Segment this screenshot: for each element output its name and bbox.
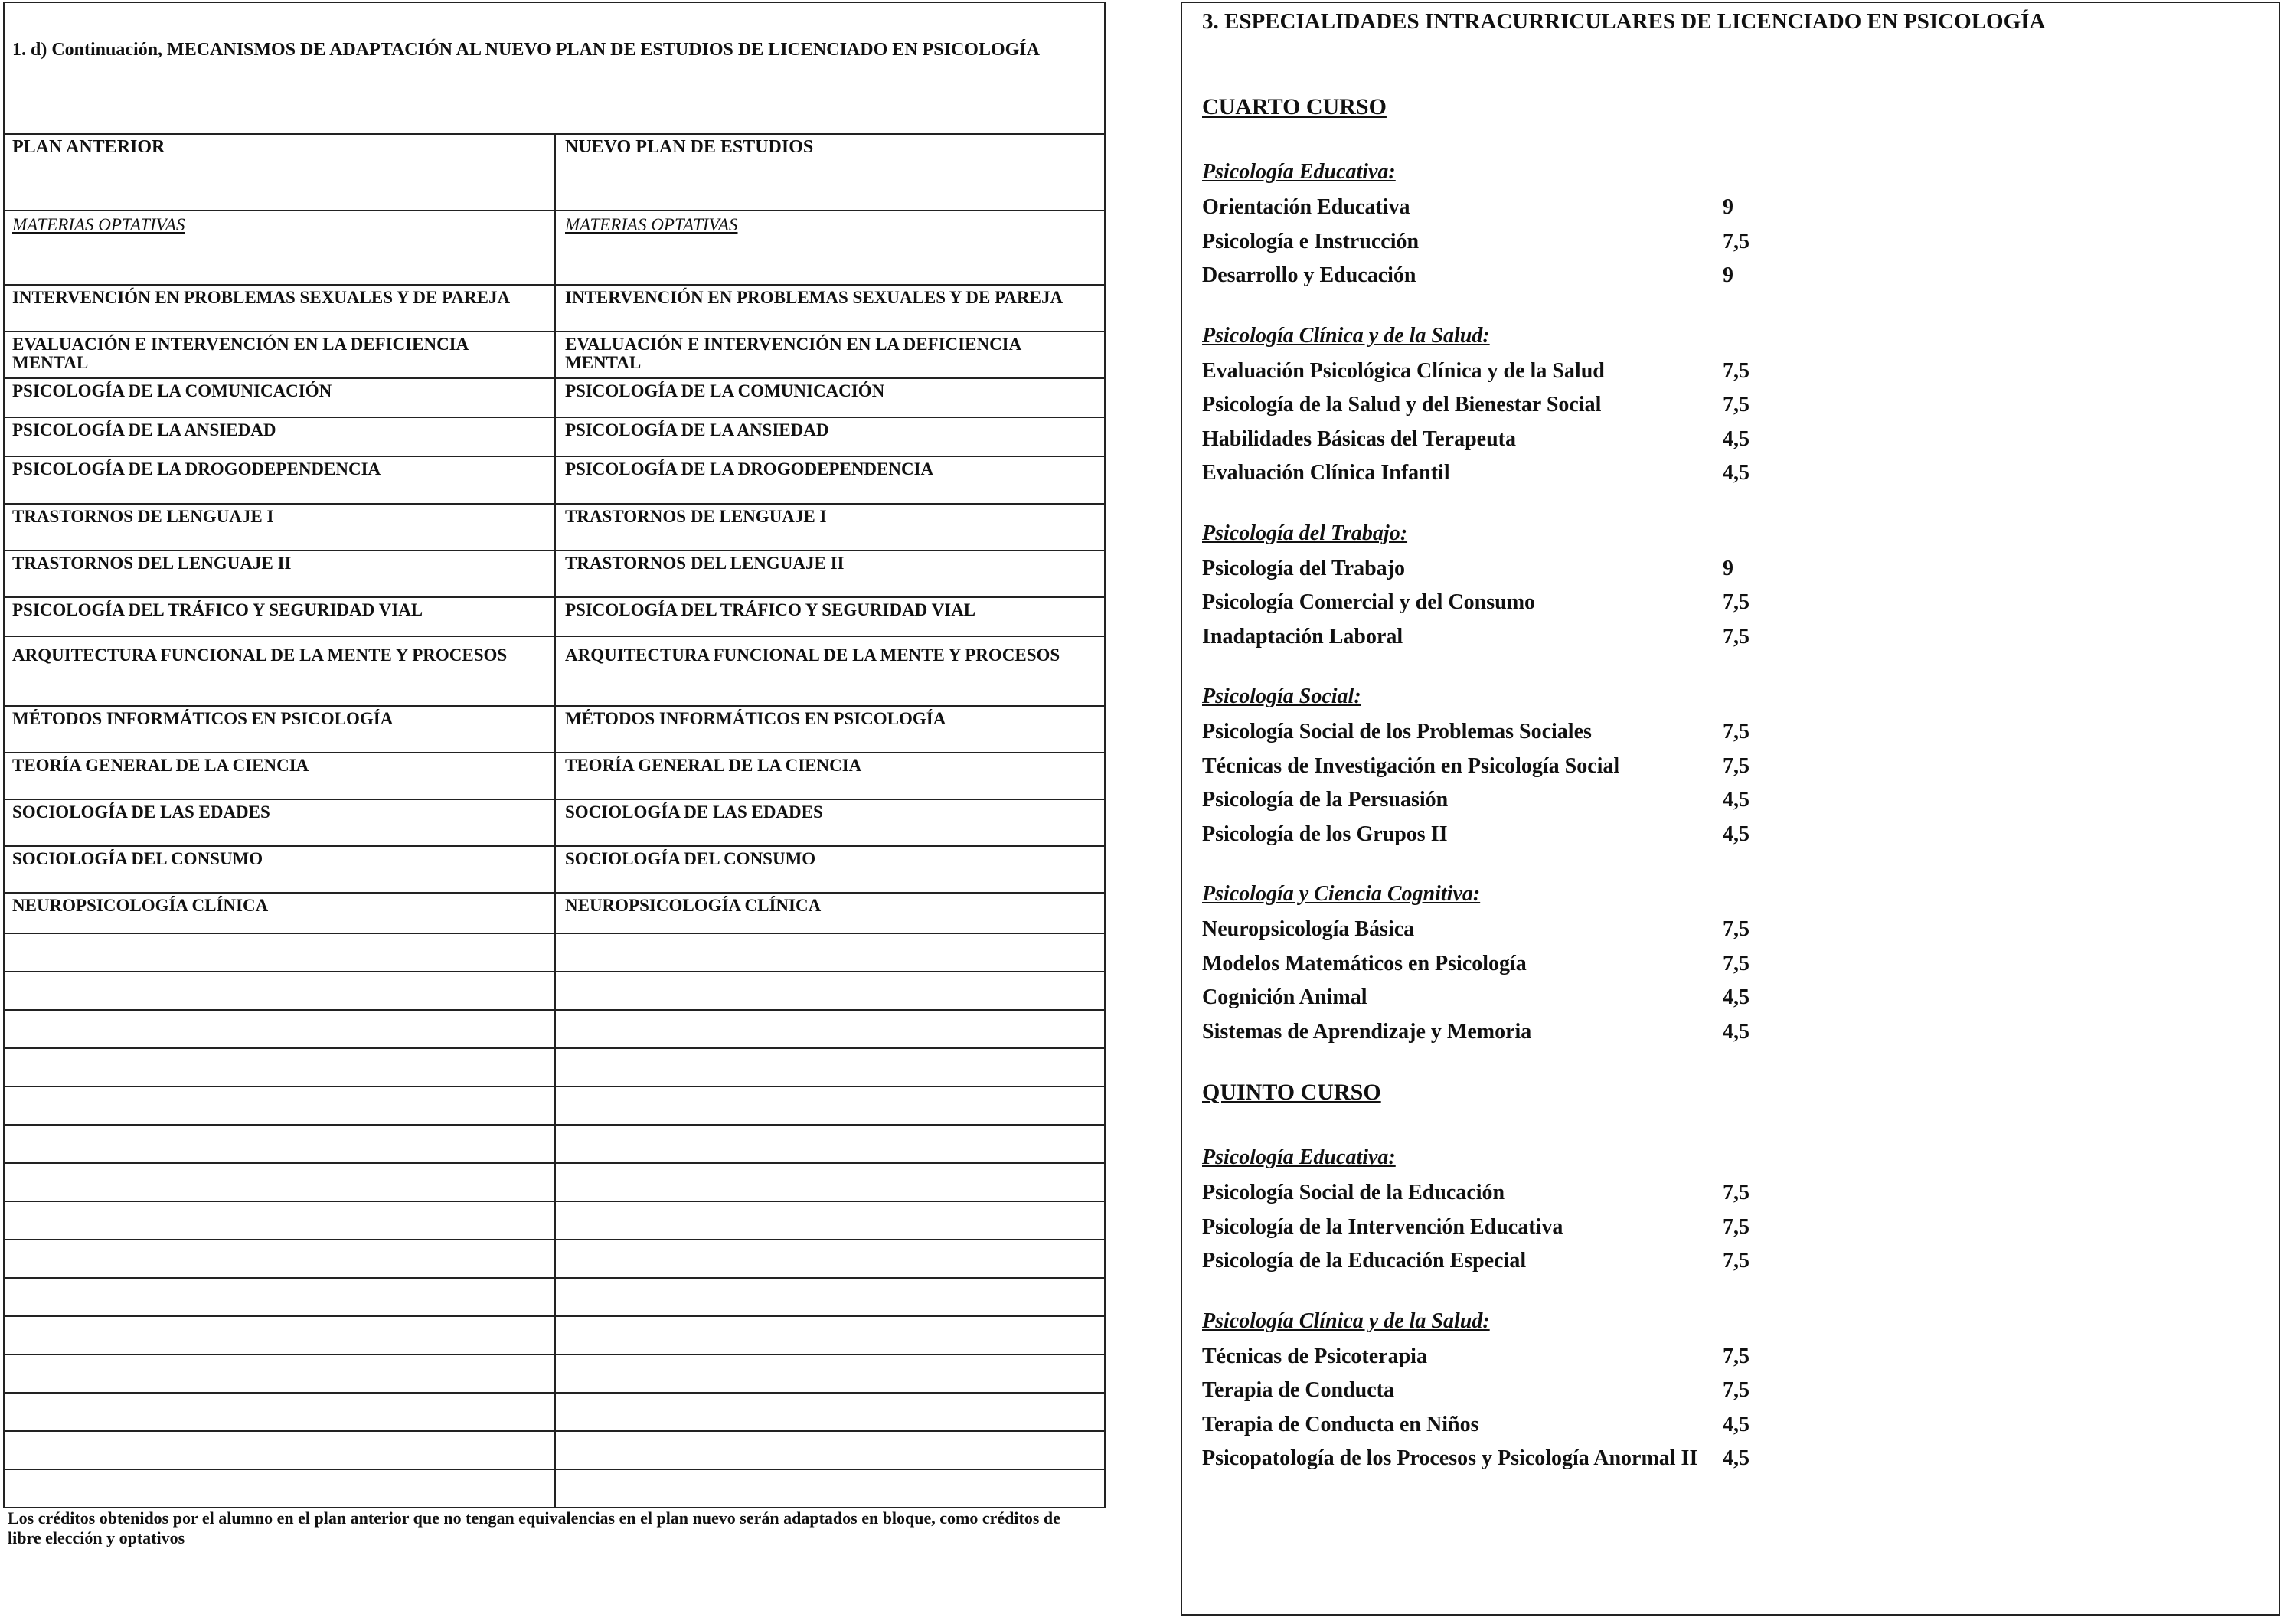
empty-table-row-new [556, 1279, 1104, 1315]
table-row [5, 379, 1104, 418]
table-row-new: SOCIOLOGÍA DE LAS EDADES [565, 802, 823, 822]
empty-table-row [5, 972, 1104, 1011]
empty-table-row [5, 1049, 1104, 1087]
specialty-title: Psicología Educativa: [1202, 1145, 1396, 1169]
subject-credits: 9 [1723, 556, 1733, 580]
empty-table-row-previous [5, 1240, 556, 1277]
subject-name: Psicología del Trabajo [1202, 556, 1405, 580]
empty-table-row [5, 1355, 1104, 1394]
specialty-title: Psicología y Ciencia Cognitiva: [1202, 882, 1481, 906]
specialty-block [1202, 685, 2263, 851]
specialty-block [1202, 521, 2263, 655]
table-row [5, 847, 1104, 894]
subject-name: Psicología de la Intervención Educativa [1202, 1214, 1563, 1239]
subject-row [1202, 913, 2263, 947]
empty-table-row-new [556, 1470, 1104, 1508]
subject-credits: 4,5 [1723, 1019, 1750, 1044]
subject-row [1202, 1340, 2263, 1374]
table-row-new: TRASTORNOS DE LENGUAJE I [565, 507, 827, 526]
empty-table-row-previous [5, 1049, 556, 1086]
subject-name: Técnicas de Investigación en Psicología Social [1202, 753, 1620, 778]
subject-credits: 4,5 [1723, 1412, 1750, 1436]
table-row-previous: NEUROPSICOLOGÍA CLÍNICA [5, 894, 556, 933]
optativas-row-new: MATERIAS OPTATIVAS [565, 215, 738, 234]
subject-row [1202, 552, 2263, 587]
subject-credits: 7,5 [1723, 917, 1750, 941]
specialty-block [1202, 882, 2263, 1049]
subject-credits: 4,5 [1723, 461, 1750, 485]
subject-name: Neuropsicología Básica [1202, 917, 1415, 941]
subject-row [1202, 783, 2263, 818]
subject-credits: 7,5 [1723, 1214, 1750, 1239]
empty-table-row-new [556, 1049, 1104, 1086]
subject-name: Técnicas de Psicoterapia [1202, 1344, 1427, 1368]
subject-credits: 7,5 [1723, 1344, 1750, 1368]
empty-table-row-previous [5, 972, 556, 1009]
empty-table-row-previous [5, 1470, 556, 1508]
empty-table-row-new [556, 1202, 1104, 1239]
subject-credits: 7,5 [1723, 720, 1750, 743]
subject-name: Psicología de los Grupos II [1202, 822, 1448, 846]
subject-name: Evaluación Psicológica Clínica y de la Salud [1202, 358, 1605, 383]
table-row-previous: SOCIOLOGÍA DE LAS EDADES [5, 800, 556, 845]
table-row [5, 286, 1104, 332]
subject-row [1202, 1408, 2263, 1443]
subject-row [1202, 1374, 2263, 1408]
table-row-previous: PSICOLOGÍA DE LA DROGODEPENDENCIA [5, 457, 556, 503]
subject-credits: 4,5 [1723, 426, 1750, 451]
empty-table-row-new [556, 1432, 1104, 1469]
table-row-new: PSICOLOGÍA DE LA ANSIEDAD [565, 420, 829, 439]
document-title [5, 3, 1104, 135]
subject-name: Desarrollo y Educación [1202, 263, 1416, 287]
empty-table-row-new [556, 1355, 1104, 1392]
optativas-row [5, 211, 1104, 286]
subject-row [1202, 423, 2263, 457]
empty-table-row-previous [5, 1164, 556, 1201]
subject-row [1202, 818, 2263, 852]
subject-credits: 4,5 [1723, 822, 1750, 846]
empty-table-row [5, 1432, 1104, 1470]
table-row [5, 707, 1104, 753]
empty-table-row [5, 1126, 1104, 1164]
specialties-document [1181, 2, 2280, 1616]
subject-name: Psicología de la Persuasión [1202, 788, 1449, 812]
subject-name: Sistemas de Aprendizaje y Memoria [1202, 1019, 1532, 1044]
empty-table-row [5, 1202, 1104, 1240]
subject-name: Psicología de la Salud y del Bienestar Social [1202, 393, 1602, 417]
subject-row [1202, 191, 2263, 225]
specialty-title: Psicología del Trabajo: [1202, 521, 1408, 545]
table-row-new: PSICOLOGÍA DE LA DROGODEPENDENCIA [565, 459, 934, 479]
table-row [5, 332, 1104, 379]
subject-name: Orientación Educativa [1202, 195, 1410, 219]
subject-name: Habilidades Básicas del Terapeuta [1202, 426, 1516, 451]
table-row-new: ARQUITECTURA FUNCIONAL DE LA MENTE Y PROCESOS [565, 645, 1060, 665]
table-row [5, 418, 1104, 457]
empty-table-row [5, 1087, 1104, 1126]
specialty-block [1202, 324, 2263, 491]
subject-row [1202, 1211, 2263, 1245]
table-row-previous: PSICOLOGÍA DEL TRÁFICO Y SEGURIDAD VIAL [5, 598, 556, 636]
table-row-new: TRASTORNOS DEL LENGUAJE II [565, 554, 845, 573]
table-row-previous: MÉTODOS INFORMÁTICOS EN PSICOLOGÍA [5, 707, 556, 752]
subject-name: Psicología Comercial y del Consumo [1202, 590, 1536, 614]
table-row [5, 753, 1104, 800]
subject-row [1202, 715, 2263, 750]
table-row-new: PSICOLOGÍA DEL TRÁFICO Y SEGURIDAD VIAL [565, 600, 976, 619]
subject-name: Modelos Matemáticos en Psicología [1202, 951, 1527, 975]
empty-table-row-new [556, 1164, 1104, 1201]
empty-table-row-previous [5, 1202, 556, 1239]
empty-table-row-previous [5, 1126, 556, 1162]
column-header-row-previous: PLAN ANTERIOR [5, 135, 556, 210]
table-row [5, 457, 1104, 505]
table-row-new: TEORÍA GENERAL DE LA CIENCIA [565, 756, 862, 775]
specialty-block [1202, 1309, 2263, 1476]
empty-table-row [5, 1164, 1104, 1202]
footnote: Los créditos obtenidos por el alumno en el plan anterior que no tengan equivalencias en el plan nuevo serán adaptados en bloque, como créditos de libre elección y optativos [8, 1508, 1060, 1548]
specialty-title: Psicología Social: [1202, 685, 1361, 708]
subject-row [1202, 750, 2263, 784]
empty-table-row-previous [5, 1011, 556, 1047]
course-heading: CUARTO CURSO [1202, 94, 1387, 119]
subject-credits: 7,5 [1723, 1181, 1750, 1204]
empty-table-row-new [556, 1317, 1104, 1354]
empty-table-row-new [556, 1011, 1104, 1047]
empty-table-row-previous [5, 934, 556, 971]
table-row-new: PSICOLOGÍA DE LA COMUNICACIÓN [565, 381, 885, 400]
subject-row [1202, 1015, 2263, 1050]
subject-credits: 9 [1723, 195, 1733, 219]
subject-credits: 7,5 [1723, 393, 1750, 417]
empty-table-row-new [556, 1126, 1104, 1162]
subject-name: Terapia de Conducta en Niños [1202, 1412, 1479, 1436]
subject-name: Terapia de Conducta [1202, 1378, 1395, 1402]
table-row-previous: ARQUITECTURA FUNCIONAL DE LA MENTE Y PROCESOS [5, 637, 556, 705]
subject-row [1202, 981, 2263, 1015]
empty-table-row [5, 934, 1104, 972]
subject-credits: 4,5 [1723, 1446, 1750, 1470]
table-row-previous: INTERVENCIÓN EN PROBLEMAS SEXUALES Y DE PAREJA [5, 286, 556, 331]
title-number: 1. d) [12, 40, 47, 60]
subject-credits: 7,5 [1723, 590, 1750, 614]
empty-table-row [5, 1394, 1104, 1432]
subject-name: Cognición Animal [1202, 985, 1367, 1009]
empty-table-row [5, 1470, 1104, 1508]
subject-credits: 9 [1723, 263, 1733, 287]
table-row [5, 894, 1104, 934]
specialty-block [1202, 160, 2263, 293]
table-row [5, 505, 1104, 551]
empty-table-row-new [556, 1087, 1104, 1124]
subject-credits: 7,5 [1723, 624, 1750, 649]
subject-credits: 4,5 [1723, 788, 1750, 812]
specialty-title: Psicología Educativa: [1202, 160, 1396, 184]
equivalence-table [5, 135, 1104, 1508]
empty-table-row-previous [5, 1279, 556, 1315]
table-row-previous: TRASTORNOS DEL LENGUAJE II [5, 551, 556, 596]
subject-name: Psicología e Instrucción [1202, 229, 1420, 253]
specialties-title: 3. ESPECIALIDADES INTRACURRICULARES DE LICENCIADO EN PSICOLOGÍA [1202, 9, 2046, 34]
specialty-block [1202, 1145, 2263, 1279]
subject-credits: 7,5 [1723, 229, 1750, 253]
subject-credits: 7,5 [1723, 1249, 1750, 1273]
subject-name: Psicopatología de los Procesos y Psicología Anormal II [1202, 1446, 1698, 1470]
empty-table-row [5, 1317, 1104, 1355]
table-row [5, 551, 1104, 598]
subject-name: Psicología Social de la Educación [1202, 1181, 1505, 1204]
subject-row [1202, 355, 2263, 389]
subject-row [1202, 947, 2263, 982]
empty-table-row-previous [5, 1432, 556, 1469]
table-row [5, 800, 1104, 847]
empty-table-row-previous [5, 1355, 556, 1392]
course-heading: QUINTO CURSO [1202, 1080, 1381, 1105]
table-row-new: MÉTODOS INFORMÁTICOS EN PSICOLOGÍA [565, 709, 946, 728]
optativas-row-previous: MATERIAS OPTATIVAS [5, 211, 556, 284]
table-row-previous: EVALUACIÓN E INTERVENCIÓN EN LA DEFICIENCIA MENTAL [5, 332, 556, 377]
subject-row [1202, 1176, 2263, 1211]
table-row [5, 637, 1104, 707]
subject-credits: 7,5 [1723, 753, 1750, 778]
table-row-previous: PSICOLOGÍA DE LA ANSIEDAD [5, 418, 556, 456]
empty-table-row-new [556, 1394, 1104, 1430]
table-row-new: SOCIOLOGÍA DEL CONSUMO [565, 849, 816, 868]
subject-row [1202, 620, 2263, 655]
table-row-new: EVALUACIÓN E INTERVENCIÓN EN LA DEFICIENCIA MENTAL [565, 335, 1021, 373]
subject-name: Evaluación Clínica Infantil [1202, 461, 1450, 485]
subject-credits: 4,5 [1723, 985, 1750, 1009]
empty-table-row [5, 1240, 1104, 1279]
courses-list [1202, 94, 2263, 1476]
subject-row [1202, 259, 2263, 293]
subject-name: Inadaptación Laboral [1202, 624, 1403, 649]
empty-table-row [5, 1279, 1104, 1317]
title-text: Continuación, MECANISMOS DE ADAPTACIÓN AL NUEVO PLAN DE ESTUDIOS DE LICENCIADO EN PSICOLOGÍA [51, 40, 1040, 60]
subject-row [1202, 456, 2263, 491]
empty-table-row-previous [5, 1317, 556, 1354]
subject-credits: 7,5 [1723, 358, 1750, 383]
table-row-new: INTERVENCIÓN EN PROBLEMAS SEXUALES Y DE PAREJA [565, 288, 1063, 307]
column-header-row-new: NUEVO PLAN DE ESTUDIOS [565, 137, 814, 157]
subject-row [1202, 225, 2263, 260]
table-row-previous: TRASTORNOS DE LENGUAJE I [5, 505, 556, 550]
subject-credits: 7,5 [1723, 1378, 1750, 1402]
empty-table-row [5, 1011, 1104, 1049]
specialty-title: Psicología Clínica y de la Salud: [1202, 323, 1490, 348]
empty-table-row-new [556, 934, 1104, 971]
subject-name: Psicología Social de los Problemas Sociales [1202, 720, 1592, 743]
table-row-previous: SOCIOLOGÍA DEL CONSUMO [5, 847, 556, 892]
empty-table-row-new [556, 1240, 1104, 1277]
subject-name: Psicología de la Educación Especial [1202, 1249, 1527, 1273]
table-row [5, 598, 1104, 637]
subject-row [1202, 586, 2263, 620]
table-row-previous: PSICOLOGÍA DE LA COMUNICACIÓN [5, 379, 556, 417]
subject-row [1202, 388, 2263, 423]
subject-credits: 7,5 [1723, 951, 1750, 975]
column-header-row [5, 135, 1104, 211]
empty-table-row-previous [5, 1394, 556, 1430]
empty-table-row-new [556, 972, 1104, 1009]
table-row-previous: TEORÍA GENERAL DE LA CIENCIA [5, 753, 556, 799]
specialty-title: Psicología Clínica y de la Salud: [1202, 1309, 1490, 1333]
table-row-new: NEUROPSICOLOGÍA CLÍNICA [565, 896, 822, 915]
adaptation-document [3, 2, 1106, 1508]
subject-row [1202, 1442, 2263, 1476]
empty-table-row-previous [5, 1087, 556, 1124]
subject-row [1202, 1244, 2263, 1279]
